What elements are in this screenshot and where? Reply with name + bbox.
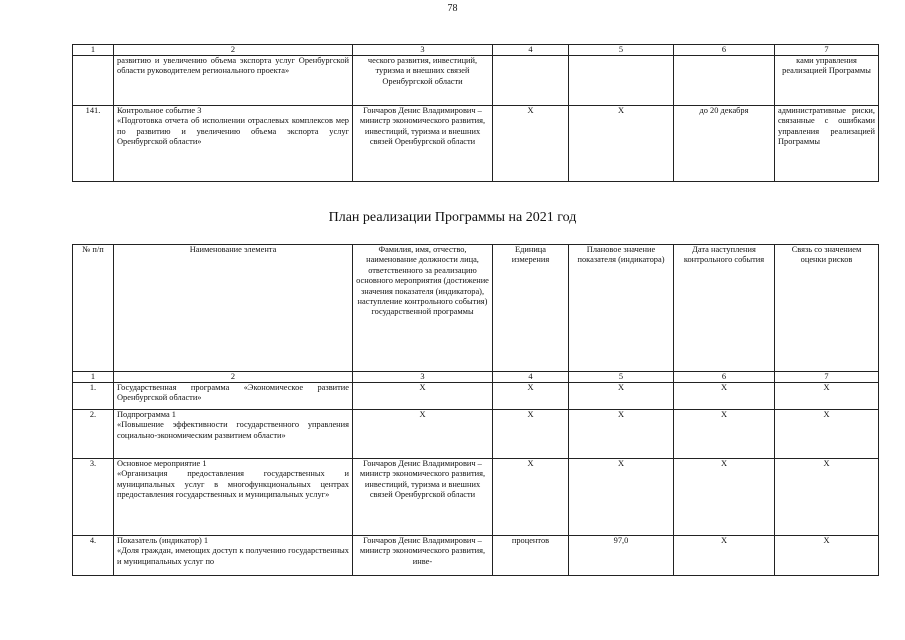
column-number-row — [73, 45, 879, 56]
row-number: 3. — [73, 459, 114, 536]
responsible-person: X — [353, 383, 493, 410]
unit — [493, 56, 569, 106]
element-name: Контрольное событие 3 «Подготовка отчета об исполнении отраслевых комплексов мер по развитию и увеличению объема экспорта услуг Оренбургской области» — [114, 106, 353, 182]
planned-value: X — [569, 459, 674, 536]
element-name: развитию и увеличению объема экспорта услуг Оренбургской области руководителем регионального проекта» — [114, 56, 353, 106]
event-date: X — [674, 536, 775, 576]
header-row — [73, 245, 879, 372]
col-num: 4 — [493, 45, 569, 56]
header-cell: Фамилия, имя, отчество, наименование должности лица, ответственного за реализацию основного мероприятия (достижение значения показателя (индикатора), наступление контрольного события) государственной программы — [353, 245, 493, 372]
element-name: Основное мероприятие 1 «Организация предоставления государственных и муниципальных услуг в многофункциональных центрах предоставления государственных и муниципальных услуг» — [114, 459, 353, 536]
responsible-person: X — [353, 410, 493, 459]
header-cell: Плановое значение показателя (индикатора) — [569, 245, 674, 372]
continuation-table — [72, 44, 879, 182]
col-num: 5 — [569, 372, 674, 383]
risk-link: ками управления реализацией Программы — [775, 56, 879, 106]
event-date: до 20 декабря — [674, 106, 775, 182]
col-num: 2 — [114, 45, 353, 56]
table-row — [73, 383, 879, 410]
responsible-person: Гончаров Денис Владимирович – министр экономического развития, инвестиций, туризма и внешних связей Оренбургской области — [353, 459, 493, 536]
row-number: 1. — [73, 383, 114, 410]
planned-value — [569, 56, 674, 106]
risk-link: X — [775, 536, 879, 576]
header-cell: Единица измерения — [493, 245, 569, 372]
risk-link: X — [775, 410, 879, 459]
unit: X — [493, 106, 569, 182]
event-date: X — [674, 383, 775, 410]
table-row — [73, 106, 879, 182]
col-num: 5 — [569, 45, 674, 56]
element-name: Подпрограмма 1 «Повышение эффективности государственного управления социально-экономическим развитием области» — [114, 410, 353, 459]
table-row — [73, 410, 879, 459]
event-date: X — [674, 459, 775, 536]
unit: X — [493, 410, 569, 459]
planned-value: X — [569, 383, 674, 410]
unit: X — [493, 459, 569, 536]
col-num: 1 — [73, 372, 114, 383]
planned-value: X — [569, 106, 674, 182]
responsible-person: Гончаров Денис Владимирович – министр экономического развития, инве- — [353, 536, 493, 576]
event-date: X — [674, 410, 775, 459]
row-number: 2. — [73, 410, 114, 459]
col-num: 2 — [114, 372, 353, 383]
header-cell: Дата наступления контрольного события — [674, 245, 775, 372]
header-cell: № п/п — [73, 245, 114, 372]
col-num: 1 — [73, 45, 114, 56]
table-row — [73, 536, 879, 576]
header-cell: Связь со значением оценки рисков — [775, 245, 879, 372]
table-row — [73, 56, 879, 106]
col-num: 3 — [353, 372, 493, 383]
col-num: 3 — [353, 45, 493, 56]
col-num: 6 — [674, 45, 775, 56]
table-row — [73, 459, 879, 536]
unit: X — [493, 383, 569, 410]
page-number: 78 — [447, 3, 458, 14]
plan-table — [72, 244, 879, 576]
risk-link: X — [775, 383, 879, 410]
col-num: 7 — [775, 45, 879, 56]
section-title: План реализации Программы на 2021 год — [328, 210, 577, 225]
row-number: 4. — [73, 536, 114, 576]
planned-value: X — [569, 410, 674, 459]
unit: процентов — [493, 536, 569, 576]
event-date — [674, 56, 775, 106]
column-number-row — [73, 372, 879, 383]
col-num: 4 — [493, 372, 569, 383]
planned-value: 97,0 — [569, 536, 674, 576]
element-name: Показатель (индикатор) 1 «Доля граждан, имеющих доступ к получению государственных и муниципальных услуг по — [114, 536, 353, 576]
responsible-person: ческого развития, инвестиций, туризма и внешних связей Оренбургской области — [353, 56, 493, 106]
row-number — [73, 56, 114, 106]
col-num: 7 — [775, 372, 879, 383]
element-name: Государственная программа «Экономическое развитие Оренбургской области» — [114, 383, 353, 410]
risk-link: административные риски, связанные с ошибками управления реализацией Программы — [775, 106, 879, 182]
risk-link: X — [775, 459, 879, 536]
col-num: 6 — [674, 372, 775, 383]
header-cell: Наименование элемента — [114, 245, 353, 372]
row-number: 141. — [73, 106, 114, 182]
responsible-person: Гончаров Денис Владимирович – министр экономического развития, инвестиций, туризма и внешних связей Оренбургской области — [353, 106, 493, 182]
